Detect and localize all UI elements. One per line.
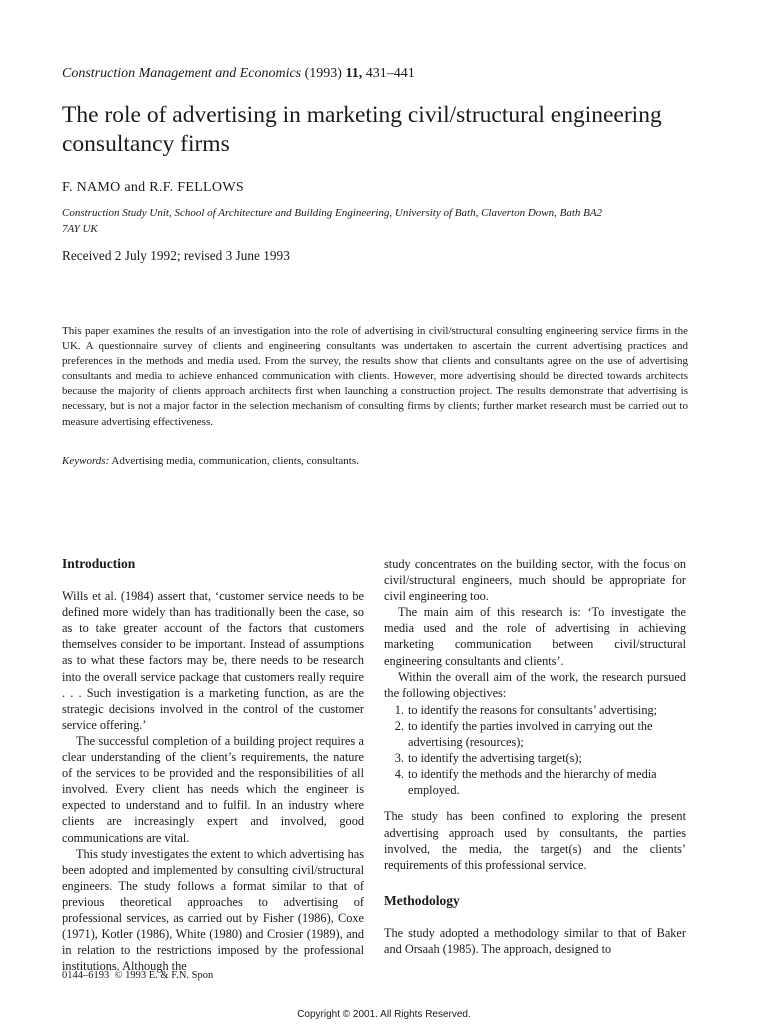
page-copyright: Copyright © 2001. All Rights Reserved. [297, 1009, 471, 1020]
intro-paragraph-1: Wills et al. (1984) assert that, ‘customer service needs to be defined more widely than has traditionally been the case, so as to take greater account of the factors that customers themselves consider to be important. Instead of assumptions as to what these factors may be, there needs to be research into the overall service package that customers really require . . . Such investigation is a marketing function, as are the strategic decisions involved in the control of the customer service offering.’ [62, 589, 364, 732]
affiliation: Construction Study Unit, School of Architecture and Building Engineering, University of Bath, Claverton Down, Bath BA2 7AY UK [62, 207, 603, 235]
list-item-number: 1. [394, 702, 404, 717]
list-item [384, 702, 686, 718]
journal-name: Construction Management and Economics [62, 66, 302, 81]
keywords-text: Advertising media, communication, clients, consultants. [111, 455, 359, 467]
methodology-heading: Methodology [384, 892, 460, 908]
list-item-number: 2. [394, 718, 404, 733]
received-dates: Received 2 July 1992; revised 3 June 1993 [62, 248, 290, 263]
abstract: This paper examines the results of an investigation into the role of advertising in civil/structural consulting engineering service firms in the UK. A questionnaire survey of clients and engineering consultants was undertaken to ascertain the current advertising practices and preferences in the methods and media used. From the survey, the results show that clients and consultants agree on the use of advertising consultants and media to achieve enhanced communication with clients. However, more advertising should be directed towards architects because the majority of clients approach architects first when launching a construction project. The results demonstrate that advertising is necessary, but is not a major factor in the selection mechanism of consulting firms by clients; further market research must be carried out to measure advertising effectiveness. [62, 325, 688, 428]
keywords [62, 455, 359, 467]
intro-paragraph-4: study concentrates on the building sector, with the focus on civil/structural engineers, much should be appropriate for civil engineering too. [384, 557, 686, 604]
journal-volume: 11, [345, 66, 363, 81]
intro-paragraph-7: The study has been confined to exploring the present advertising approach used by consultants, the parties involved, the media, the target(s) and the clients’ requirements of this professional service. [384, 809, 686, 872]
journal-pages: 431–441 [365, 66, 415, 81]
issn: 0144–6193 [62, 970, 110, 981]
paper-title: The role of advertising in marketing civil/structural engineering consultancy firms [62, 102, 662, 157]
list-item-number: 4. [394, 767, 404, 782]
journal-citation [62, 66, 415, 82]
list-item-text: to identify the parties involved in carrying out the advertising (resources); [408, 718, 653, 750]
right-column [384, 556, 686, 957]
copyright-mark: © [114, 970, 123, 981]
list-item [384, 766, 686, 798]
introduction-heading: Introduction [62, 556, 136, 571]
intro-paragraph-2: The successful completion of a building project requires a clear understanding of the client’s requirements, the nature of the services to be provided and the responsibilities of all involved. Every client has needs which the engineer is expected to understand and to fulfil. In an industry where clients are increasingly expert and involved, good communications are vital. [62, 733, 364, 845]
methodology-paragraph-1: The study adopted a methodology similar to that of Baker and Orsaah (1985). The approach, designed to [384, 925, 686, 956]
intro-paragraph-5: The main aim of this research is: ‘To investigate the media used and the role of advertising in achieving marketing communication between civil/structural engineering consultants and clients’. [384, 605, 686, 668]
intro-paragraph-3: This study investigates the extent to which advertising has been adopted and implemented by consulting civil/structural engineers. The study follows a format similar to that of previous theoretical approaches to advertising of professional services, as carried out by Fisher (1986), Coxe (1971), Kotler (1986), White (1980) and Crosier (1989), and in relation to the restrictions imposed by the professional institutions. Although the [62, 846, 364, 974]
publisher: 1993 E. & F.N. Spon [125, 970, 214, 981]
keywords-label: Keywords: [62, 455, 110, 467]
left-column [62, 556, 364, 974]
footer-issn-line [62, 970, 213, 981]
journal-year: (1993) [304, 66, 342, 81]
list-item-text: to identify the advertising target(s); [408, 751, 582, 766]
authors: F. NAMO and R.F. FELLOWS [62, 180, 244, 195]
list-item [384, 718, 686, 750]
intro-paragraph-6: Within the overall aim of the work, the research pursued the following objectives: [384, 669, 686, 700]
list-item-text: to identify the methods and the hierarchy of media employed. [408, 767, 657, 798]
list-item-number: 3. [394, 751, 404, 766]
list-item-text: to identify the reasons for consultants’ advertising; [408, 702, 658, 717]
list-item [384, 750, 686, 766]
objectives-list [384, 702, 686, 799]
